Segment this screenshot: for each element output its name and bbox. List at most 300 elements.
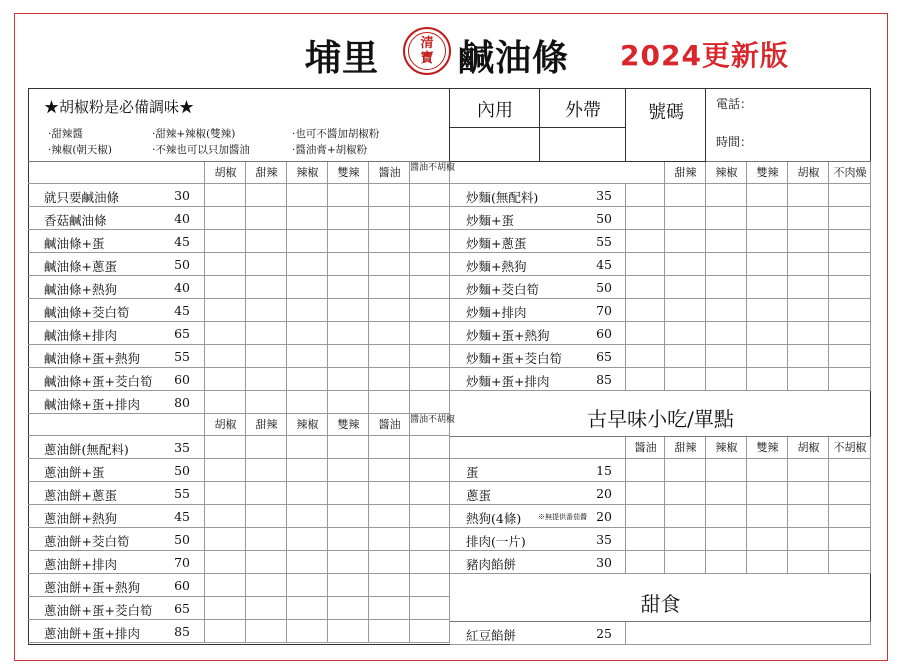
notice-heading: ★胡椒粉是必備調味★ <box>44 98 195 116</box>
takeout-label: 外帶 <box>565 100 601 121</box>
order-checkbox-cell[interactable] <box>788 253 829 276</box>
order-checkbox-cell[interactable] <box>829 345 871 368</box>
order-checkbox-cell[interactable] <box>410 322 450 345</box>
order-checkbox-cell[interactable] <box>369 528 410 551</box>
order-checkbox-cell[interactable] <box>665 505 706 528</box>
order-checkbox-cell[interactable] <box>747 345 788 368</box>
menu-item-price: 35 <box>596 532 612 547</box>
order-checkbox-cell[interactable] <box>788 368 829 391</box>
order-checkbox-cell[interactable] <box>246 322 287 345</box>
menu-item-price: 25 <box>596 626 612 641</box>
condiment-header-label: 辣椒 <box>715 441 738 454</box>
menu-item-price: 45 <box>174 303 190 318</box>
order-checkbox-cell[interactable] <box>287 551 328 574</box>
order-checkbox-cell[interactable] <box>747 230 788 253</box>
order-checkbox-cell[interactable] <box>788 528 829 551</box>
menu-item-name: 香菇鹹油條 <box>44 213 107 228</box>
order-checkbox-cell[interactable] <box>328 620 369 643</box>
condiment-header-label: 甜辣 <box>255 418 278 431</box>
menu-item-name: 炒麵+蛋+排肉 <box>466 374 550 389</box>
order-checkbox-cell[interactable] <box>788 322 829 345</box>
order-checkbox-cell[interactable] <box>706 276 747 299</box>
shop-seal-logo <box>403 27 451 75</box>
order-checkbox-cell[interactable] <box>246 391 287 414</box>
order-checkbox-cell[interactable] <box>706 482 747 505</box>
order-checkbox-cell[interactable] <box>369 253 410 276</box>
order-checkbox-cell[interactable] <box>788 505 829 528</box>
order-checkbox-cell[interactable] <box>287 459 328 482</box>
order-checkbox-cell[interactable] <box>369 391 410 414</box>
order-checkbox-cell[interactable] <box>328 345 369 368</box>
menu-item-name: 炒麵+蔥蛋 <box>466 236 527 251</box>
notice-option: ·醬油膏+胡椒粉 <box>292 144 368 156</box>
order-checkbox-cell[interactable] <box>747 459 788 482</box>
order-checkbox-cell[interactable] <box>626 207 665 230</box>
order-checkbox-cell[interactable] <box>287 299 328 322</box>
order-checkbox-cell[interactable] <box>665 299 706 322</box>
order-checkbox-cell[interactable] <box>369 322 410 345</box>
order-checkbox-cell[interactable] <box>410 574 450 597</box>
order-checkbox-cell[interactable] <box>626 551 665 574</box>
order-checkbox-cell[interactable] <box>626 528 665 551</box>
order-checkbox-cell[interactable] <box>205 230 246 253</box>
order-checkbox-cell[interactable] <box>626 322 665 345</box>
order-checkbox-cell[interactable] <box>205 368 246 391</box>
order-checkbox-cell[interactable] <box>626 230 665 253</box>
order-checkbox-cell[interactable] <box>626 276 665 299</box>
order-checkbox-cell[interactable] <box>205 299 246 322</box>
order-checkbox-cell[interactable] <box>369 574 410 597</box>
edition-label: 2024更新版 <box>620 39 789 72</box>
order-checkbox-cell[interactable] <box>205 322 246 345</box>
order-checkbox-cell[interactable] <box>706 528 747 551</box>
menu-item-name: 蔥油餅+茭白筍 <box>44 534 130 549</box>
condiment-header-label: 不胡椒 <box>833 441 867 454</box>
order-checkbox-cell[interactable] <box>788 184 829 207</box>
order-checkbox-cell[interactable] <box>287 230 328 253</box>
order-checkbox-cell[interactable] <box>246 276 287 299</box>
menu-item-price: 30 <box>596 555 612 570</box>
order-checkbox-cell[interactable] <box>626 622 871 645</box>
order-checkbox-cell[interactable] <box>706 253 747 276</box>
condiment-header-label: 辣椒 <box>715 166 738 179</box>
order-checkbox-cell[interactable] <box>829 299 871 322</box>
menu-item-name: 就只要鹹油條 <box>44 190 120 205</box>
order-checkbox-cell[interactable] <box>747 184 788 207</box>
menu-item-name: 鹹油條+茭白筍 <box>44 305 130 320</box>
order-checkbox-cell[interactable] <box>706 230 747 253</box>
order-checkbox-cell[interactable] <box>287 597 328 620</box>
order-checkbox-cell[interactable] <box>665 207 706 230</box>
order-checkbox-cell[interactable] <box>246 253 287 276</box>
order-checkbox-cell[interactable] <box>410 597 450 620</box>
order-checkbox-cell[interactable] <box>246 299 287 322</box>
menu-item-name: 蔥油餅(無配料) <box>44 442 129 457</box>
order-checkbox-cell[interactable] <box>410 436 450 459</box>
condiment-header-label: 甜辣 <box>674 441 697 454</box>
order-checkbox-cell[interactable] <box>246 597 287 620</box>
order-checkbox-cell[interactable] <box>747 276 788 299</box>
order-checkbox-cell[interactable] <box>287 184 328 207</box>
order-checkbox-cell[interactable] <box>747 528 788 551</box>
order-checkbox-cell[interactable] <box>246 551 287 574</box>
order-checkbox-cell[interactable] <box>369 184 410 207</box>
order-checkbox-cell[interactable] <box>665 482 706 505</box>
notice-option: ·甜辣醬 <box>48 128 83 140</box>
takeout-mark-box[interactable] <box>540 128 626 162</box>
order-checkbox-cell[interactable] <box>747 322 788 345</box>
order-checkbox-cell[interactable] <box>205 345 246 368</box>
condiment-header-label: 不肉燥 <box>833 166 867 179</box>
order-checkbox-cell[interactable] <box>706 551 747 574</box>
condiment-header-label: 醬油 <box>378 166 401 179</box>
order-checkbox-cell[interactable] <box>829 459 871 482</box>
menu-item-price: 20 <box>596 509 612 524</box>
menu-item-name: 炒麵+熱狗 <box>466 259 527 274</box>
order-checkbox-cell[interactable] <box>665 345 706 368</box>
condiment-header-label: 甜辣 <box>255 166 278 179</box>
order-checkbox-cell[interactable] <box>788 551 829 574</box>
order-checkbox-cell[interactable] <box>706 184 747 207</box>
header-blank <box>450 162 665 184</box>
dine-in-label: 內用 <box>477 100 513 121</box>
order-checkbox-cell[interactable] <box>706 322 747 345</box>
menu-item-name: 蔥油餅+蛋+茭白筍 <box>44 603 153 618</box>
menu-item-name: 鹹油條+蔥蛋 <box>44 259 117 274</box>
menu-item-name: 鹹油條+蛋+排肉 <box>44 397 140 412</box>
order-checkbox-cell[interactable] <box>410 230 450 253</box>
order-checkbox-cell[interactable] <box>246 345 287 368</box>
order-checkbox-cell[interactable] <box>665 368 706 391</box>
phone-label: 電話： <box>716 97 753 111</box>
order-checkbox-cell[interactable] <box>205 620 246 643</box>
order-checkbox-cell[interactable] <box>369 482 410 505</box>
order-checkbox-cell[interactable] <box>328 482 369 505</box>
order-checkbox-cell[interactable] <box>287 391 328 414</box>
order-checkbox-cell[interactable] <box>246 574 287 597</box>
order-checkbox-cell[interactable] <box>626 253 665 276</box>
menu-item-price: 45 <box>596 257 612 272</box>
menu-item-price: 50 <box>596 280 612 295</box>
order-checkbox-cell[interactable] <box>410 505 450 528</box>
order-checkbox-cell[interactable] <box>205 574 246 597</box>
order-checkbox-cell[interactable] <box>205 436 246 459</box>
order-checkbox-cell[interactable] <box>410 276 450 299</box>
order-checkbox-cell[interactable] <box>205 459 246 482</box>
order-checkbox-cell[interactable] <box>706 299 747 322</box>
menu-item-price: 60 <box>174 372 190 387</box>
order-checkbox-cell[interactable] <box>328 505 369 528</box>
menu-item-price: 45 <box>174 509 190 524</box>
menu-item-name: 蔥油餅+蛋 <box>44 465 105 480</box>
order-checkbox-cell[interactable] <box>246 620 287 643</box>
menu-item-name: 炒麵+蛋+熱狗 <box>466 328 550 343</box>
seal-text: 清 寶 <box>408 32 446 70</box>
order-checkbox-cell[interactable] <box>328 528 369 551</box>
menu-item-price: 50 <box>174 257 190 272</box>
order-checkbox-cell[interactable] <box>626 482 665 505</box>
order-checkbox-cell[interactable] <box>829 551 871 574</box>
order-checkbox-cell[interactable] <box>706 207 747 230</box>
order-checkbox-cell[interactable] <box>246 207 287 230</box>
order-checkbox-cell[interactable] <box>246 436 287 459</box>
menu-item-price: 45 <box>174 234 190 249</box>
order-checkbox-cell[interactable] <box>369 436 410 459</box>
menu-item-name: 紅豆餡餅 <box>466 628 517 643</box>
order-checkbox-cell[interactable] <box>369 459 410 482</box>
notice-option: ·辣椒(朝天椒) <box>48 144 113 156</box>
number-label: 號碼 <box>648 102 684 123</box>
condiment-header-label: 甜辣 <box>674 166 697 179</box>
order-checkbox-cell[interactable] <box>747 505 788 528</box>
order-checkbox-cell[interactable] <box>205 505 246 528</box>
menu-item-price: 70 <box>596 303 612 318</box>
dessert-title: 甜食 <box>640 592 681 616</box>
order-checkbox-cell[interactable] <box>246 184 287 207</box>
order-checkbox-cell[interactable] <box>706 459 747 482</box>
shop-name: 鹹油條 <box>458 38 570 79</box>
order-checkbox-cell[interactable] <box>410 299 450 322</box>
menu-item-price: 50 <box>174 532 190 547</box>
order-checkbox-cell[interactable] <box>328 368 369 391</box>
order-checkbox-cell[interactable] <box>246 230 287 253</box>
order-checkbox-cell[interactable] <box>665 230 706 253</box>
order-checkbox-cell[interactable] <box>665 276 706 299</box>
order-checkbox-cell[interactable] <box>829 276 871 299</box>
condiment-header-label: 雙辣 <box>337 418 360 431</box>
notice-option: ·不辣也可以只加醬油 <box>152 144 250 156</box>
header-blank <box>28 414 205 436</box>
order-checkbox-cell[interactable] <box>328 597 369 620</box>
order-checkbox-cell[interactable] <box>205 528 246 551</box>
menu-item-price: 65 <box>596 349 612 364</box>
order-checkbox-cell[interactable] <box>328 253 369 276</box>
order-checkbox-cell[interactable] <box>626 368 665 391</box>
order-checkbox-cell[interactable] <box>788 345 829 368</box>
order-checkbox-cell[interactable] <box>626 505 665 528</box>
order-checkbox-cell[interactable] <box>369 620 410 643</box>
order-checkbox-cell[interactable] <box>246 368 287 391</box>
condiment-header-label: 醬油不胡椒 <box>410 163 456 173</box>
menu-item-note: ※無提供番茄醬 <box>538 513 587 521</box>
order-checkbox-cell[interactable] <box>410 184 450 207</box>
menu-item-price: 35 <box>174 440 190 455</box>
menu-item-price: 20 <box>596 486 612 501</box>
menu-item-price: 70 <box>174 555 190 570</box>
menu-item-price: 65 <box>174 601 190 616</box>
order-checkbox-cell[interactable] <box>205 253 246 276</box>
order-checkbox-cell[interactable] <box>626 459 665 482</box>
order-checkbox-cell[interactable] <box>287 322 328 345</box>
menu-item-name: 豬肉餡餅 <box>466 557 517 572</box>
menu-item-price: 40 <box>174 211 190 226</box>
order-checkbox-cell[interactable] <box>328 184 369 207</box>
order-checkbox-cell[interactable] <box>706 368 747 391</box>
order-checkbox-cell[interactable] <box>328 391 369 414</box>
order-checkbox-cell[interactable] <box>829 505 871 528</box>
order-checkbox-cell[interactable] <box>328 459 369 482</box>
order-checkbox-cell[interactable] <box>369 368 410 391</box>
order-checkbox-cell[interactable] <box>706 505 747 528</box>
order-checkbox-cell[interactable] <box>287 620 328 643</box>
order-checkbox-cell[interactable] <box>246 505 287 528</box>
menu-item-price: 40 <box>174 280 190 295</box>
menu-item-price: 80 <box>174 395 190 410</box>
condiment-header-label: 胡椒 <box>214 418 237 431</box>
condiment-header-label: 胡椒 <box>797 441 820 454</box>
condiment-header-label: 雙辣 <box>756 441 779 454</box>
order-checkbox-cell[interactable] <box>665 459 706 482</box>
order-checkbox-cell[interactable] <box>410 482 450 505</box>
order-checkbox-cell[interactable] <box>287 528 328 551</box>
order-checkbox-cell[interactable] <box>205 391 246 414</box>
order-checkbox-cell[interactable] <box>829 184 871 207</box>
order-checkbox-cell[interactable] <box>328 574 369 597</box>
condiment-header-label: 雙辣 <box>756 166 779 179</box>
order-checkbox-cell[interactable] <box>665 184 706 207</box>
order-checkbox-cell[interactable] <box>410 253 450 276</box>
menu-item-name: 熱狗(4條) <box>466 511 522 526</box>
order-checkbox-cell[interactable] <box>665 253 706 276</box>
dine-in-mark-box[interactable] <box>450 128 540 162</box>
menu-item-price: 35 <box>596 188 612 203</box>
order-checkbox-cell[interactable] <box>788 299 829 322</box>
order-checkbox-cell[interactable] <box>287 482 328 505</box>
order-checkbox-cell[interactable] <box>328 207 369 230</box>
order-checkbox-cell[interactable] <box>328 322 369 345</box>
menu-item-name: 排肉(一片) <box>466 534 526 549</box>
order-checkbox-cell[interactable] <box>246 482 287 505</box>
order-checkbox-cell[interactable] <box>205 551 246 574</box>
order-checkbox-cell[interactable] <box>788 459 829 482</box>
order-checkbox-cell[interactable] <box>287 368 328 391</box>
menu-item-name: 炒麵+蛋 <box>466 213 514 228</box>
order-checkbox-cell[interactable] <box>665 322 706 345</box>
order-checkbox-cell[interactable] <box>829 482 871 505</box>
condiment-header-label: 胡椒 <box>214 166 237 179</box>
order-checkbox-cell[interactable] <box>369 299 410 322</box>
menu-item-price: 50 <box>174 463 190 478</box>
order-checkbox-cell[interactable] <box>328 551 369 574</box>
order-checkbox-cell[interactable] <box>829 368 871 391</box>
menu-item-name: 鹹油條+蛋 <box>44 236 105 251</box>
menu-item-name: 蔥油餅+蛋+熱狗 <box>44 580 140 595</box>
order-checkbox-cell[interactable] <box>328 230 369 253</box>
order-checkbox-cell[interactable] <box>246 459 287 482</box>
order-checkbox-cell[interactable] <box>410 551 450 574</box>
notice-option: ·甜辣+辣椒(雙辣) <box>152 128 236 140</box>
order-checkbox-cell[interactable] <box>829 322 871 345</box>
time-label: 時間： <box>716 135 753 149</box>
order-checkbox-cell[interactable] <box>205 207 246 230</box>
order-checkbox-cell[interactable] <box>410 528 450 551</box>
menu-item-name: 鹹油條+蛋+熱狗 <box>44 351 140 366</box>
order-checkbox-cell[interactable] <box>410 459 450 482</box>
order-checkbox-cell[interactable] <box>829 230 871 253</box>
order-checkbox-cell[interactable] <box>410 368 450 391</box>
order-checkbox-cell[interactable] <box>788 482 829 505</box>
order-checkbox-cell[interactable] <box>829 528 871 551</box>
menu-item-name: 鹹油條+熱狗 <box>44 282 117 297</box>
menu-item-name: 蔥蛋 <box>466 488 492 503</box>
order-checkbox-cell[interactable] <box>626 184 665 207</box>
order-checkbox-cell[interactable] <box>747 551 788 574</box>
order-checkbox-cell[interactable] <box>369 505 410 528</box>
order-checkbox-cell[interactable] <box>369 597 410 620</box>
order-checkbox-cell[interactable] <box>747 482 788 505</box>
header-blank <box>450 437 626 459</box>
menu-item-price: 85 <box>174 624 190 639</box>
order-checkbox-cell[interactable] <box>626 345 665 368</box>
order-checkbox-cell[interactable] <box>665 551 706 574</box>
order-checkbox-cell[interactable] <box>287 207 328 230</box>
order-checkbox-cell[interactable] <box>205 597 246 620</box>
order-checkbox-cell[interactable] <box>788 230 829 253</box>
order-checkbox-cell[interactable] <box>246 528 287 551</box>
menu-item-name: 蔥油餅+蔥蛋 <box>44 488 117 503</box>
order-checkbox-cell[interactable] <box>205 184 246 207</box>
condiment-header-label: 辣椒 <box>296 418 319 431</box>
order-checkbox-cell[interactable] <box>369 207 410 230</box>
menu-item-price: 55 <box>174 349 190 364</box>
menu-item-name: 炒麵+茭白筍 <box>466 282 539 297</box>
order-checkbox-cell[interactable] <box>788 276 829 299</box>
order-checkbox-cell[interactable] <box>369 230 410 253</box>
menu-item-name: 蛋 <box>466 465 479 480</box>
notice-option: ·也可不醬加胡椒粉 <box>292 128 380 140</box>
order-checkbox-cell[interactable] <box>410 391 450 414</box>
order-checkbox-cell[interactable] <box>747 253 788 276</box>
order-checkbox-cell[interactable] <box>369 551 410 574</box>
order-checkbox-cell[interactable] <box>287 436 328 459</box>
order-checkbox-cell[interactable] <box>410 620 450 643</box>
condiment-header-label: 辣椒 <box>296 166 319 179</box>
menu-item-name: 鹹油條+排肉 <box>44 328 117 343</box>
menu-item-name: 鹹油條+蛋+茭白筍 <box>44 374 153 389</box>
menu-item-name: 炒麵+蛋+茭白筍 <box>466 351 562 366</box>
order-checkbox-cell[interactable] <box>665 528 706 551</box>
condiment-header-label: 醬油 <box>634 441 657 454</box>
order-checkbox-cell[interactable] <box>747 207 788 230</box>
order-checkbox-cell[interactable] <box>747 299 788 322</box>
order-checkbox-cell[interactable] <box>626 299 665 322</box>
order-checkbox-cell[interactable] <box>410 207 450 230</box>
order-checkbox-cell[interactable] <box>287 253 328 276</box>
order-checkbox-cell[interactable] <box>205 482 246 505</box>
order-checkbox-cell[interactable] <box>747 368 788 391</box>
menu-item-price: 60 <box>596 326 612 341</box>
order-checkbox-cell[interactable] <box>706 345 747 368</box>
order-checkbox-cell[interactable] <box>287 345 328 368</box>
order-checkbox-cell[interactable] <box>410 345 450 368</box>
order-checkbox-cell[interactable] <box>205 276 246 299</box>
order-checkbox-cell[interactable] <box>829 253 871 276</box>
order-checkbox-cell[interactable] <box>328 436 369 459</box>
snack-title: 古早味小吃/單點 <box>587 407 734 431</box>
menu-item-name: 炒麵(無配料) <box>466 190 539 205</box>
order-checkbox-cell[interactable] <box>369 345 410 368</box>
order-checkbox-cell[interactable] <box>829 207 871 230</box>
order-checkbox-cell[interactable] <box>328 299 369 322</box>
menu-item-price: 65 <box>174 326 190 341</box>
order-checkbox-cell[interactable] <box>287 276 328 299</box>
order-checkbox-cell[interactable] <box>287 574 328 597</box>
shop-location: 埔里 <box>305 38 380 79</box>
order-checkbox-cell[interactable] <box>788 207 829 230</box>
order-checkbox-cell[interactable] <box>328 276 369 299</box>
order-checkbox-cell[interactable] <box>369 276 410 299</box>
order-checkbox-cell[interactable] <box>287 505 328 528</box>
